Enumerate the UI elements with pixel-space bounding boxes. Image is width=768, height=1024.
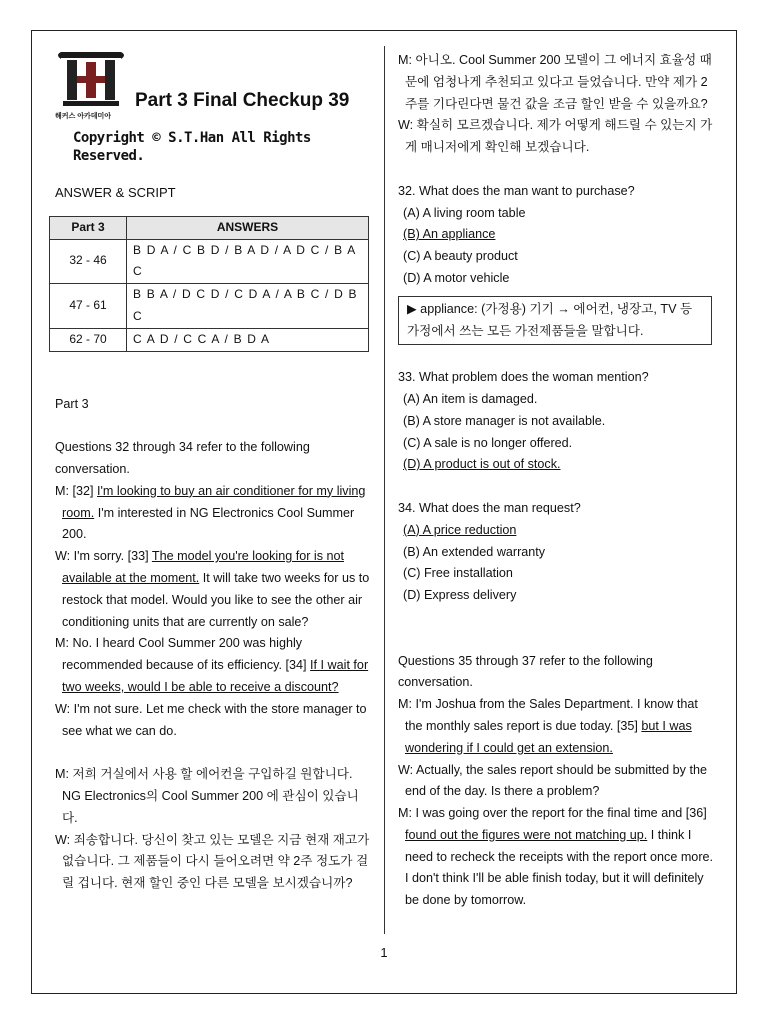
key-phrase: If I wait for two weeks, would I be able to receive a discount? bbox=[62, 658, 369, 694]
right-column bbox=[398, 50, 718, 912]
script-line: M: I was going over the report for the final time and [36] found out the figures were not matching up. I think I need to recheck the receipts with the report once more. I don't think I'll be able finish today, but it will definitely be done by tomorrow. bbox=[398, 806, 714, 908]
question-34: 34. What does the man request? bbox=[398, 500, 581, 515]
option: (A) An item is damaged. bbox=[403, 391, 538, 406]
section-label: ANSWER & SCRIPT bbox=[55, 185, 176, 200]
answer-table bbox=[49, 216, 369, 352]
option: (D) Express delivery bbox=[403, 588, 517, 603]
option: (B) A store manager is not available. bbox=[403, 413, 606, 428]
korean-script-line: W: 확실히 모르겠습니다. 제가 어떻게 해드릴 수 있는지 가게 매니저에게 확인해 보겠습니다. bbox=[398, 118, 713, 155]
range-cell: 47 - 61 bbox=[50, 284, 127, 329]
script-line: M: I'm Joshua from the Sales Department. I know that the monthly sales report is due today. [35] but I was wondering if I could get an extension. bbox=[398, 697, 698, 755]
conversation-2-intro: Questions 35 through 37 refer to the following conversation. bbox=[398, 653, 653, 690]
range-cell: 32 - 46 bbox=[50, 239, 127, 284]
script-line: W: I'm sorry. [33] The model you're looking for is not available at the moment. It will take two weeks for us to restock that model. Would you like to see the other air conditioning units that are currently on sale? bbox=[55, 549, 370, 629]
script-line: M: No. I heard Cool Summer 200 was highly recommended because of its efficiency. [34] If I wait for two weeks, would I be able to receive a discount? bbox=[55, 636, 369, 694]
option: (A) A living room table bbox=[403, 205, 526, 220]
option-correct: (A) A price reduction bbox=[403, 522, 517, 537]
table-row bbox=[50, 284, 369, 329]
copyright: Copyright © S.T.Han All Rights Reserved. bbox=[73, 130, 311, 164]
page-title: Part 3 Final Checkup 39 bbox=[135, 90, 350, 111]
script-line: M: [32] I'm looking to buy an air conditioner for my living room. I'm interested in NG Electronics Cool Summer 200. bbox=[55, 483, 366, 542]
option: (C) A sale is no longer offered. bbox=[403, 435, 573, 450]
korean-script-line: M: 아니오. Cool Summer 200 모델이 그 에너지 효율성 때문에 엄청나게 추천되고 있다고 들었습니다. 만약 제가 2주를 기다린다면 물건 값을 조금 할인 받을 수 있을까요? bbox=[398, 53, 712, 111]
answers-cell: B B A / D C D / C D A / A B C / D B C bbox=[127, 284, 369, 329]
script-line: W: I'm not sure. Let me check with the store manager to see what we can do. bbox=[55, 701, 367, 738]
table-header-answers: ANSWERS bbox=[127, 216, 369, 239]
option: (C) Free installation bbox=[403, 566, 513, 581]
korean-script-line: M: 저희 거실에서 사용 할 에어컨을 구입하길 원합니다. NG Electronics의 Cool Summer 200 에 관심이 있습니다. bbox=[55, 767, 359, 825]
answers-cell: C A D / C C A / B D A bbox=[127, 328, 369, 351]
vocab-note: ▶ appliance: (가정용) 기기 → 에어컨, 냉장고, TV 등 가정에서 쓰는 모든 가전제품들을 말합니다. bbox=[398, 296, 712, 346]
key-phrase: found out the figures were not matching up. bbox=[405, 827, 648, 842]
option-correct: (D) A product is out of stock. bbox=[403, 457, 561, 472]
table-row bbox=[50, 239, 369, 284]
part-label: Part 3 bbox=[55, 396, 89, 411]
left-column bbox=[55, 32, 371, 895]
question-32: 32. What does the man want to purchase? bbox=[398, 183, 635, 198]
question-33: 33. What problem does the woman mention? bbox=[398, 370, 649, 385]
conversation-1-intro: Questions 32 through 34 refer to the following conversation. bbox=[55, 440, 310, 476]
table-row bbox=[50, 328, 369, 351]
page-number: 1 bbox=[380, 945, 388, 960]
option-correct: (B) An appliance bbox=[403, 227, 496, 242]
korean-script-line: W: 죄송합니다. 당신이 찾고 있는 모델은 지금 현재 재고가 없습니다. 그 제품들이 다시 들어오려면 약 2주 정도가 걸릴 겁니다. 현재 할인 중인 다른 모델을 보시겠습니까? bbox=[55, 832, 370, 891]
document-header bbox=[55, 32, 371, 164]
academy-logo bbox=[55, 50, 127, 110]
range-cell: 62 - 70 bbox=[50, 328, 127, 351]
option: (D) A motor vehicle bbox=[403, 270, 510, 285]
script-line: W: Actually, the sales report should be submitted by the end of the day. Is there a problem? bbox=[398, 762, 707, 799]
answers-cell: B D A / C B D / B A D / A D C / B A C bbox=[127, 239, 369, 284]
option: (B) An extended warranty bbox=[403, 544, 546, 559]
key-phrase: but I was wondering if I could get an extension. bbox=[405, 718, 692, 755]
logo-text: 해커스 아카데미아 bbox=[55, 113, 112, 120]
option: (C) A beauty product bbox=[403, 249, 518, 264]
key-phrase: I'm looking to buy an air conditioner for my living room. bbox=[62, 483, 366, 520]
table-header-part: Part 3 bbox=[50, 216, 127, 239]
column-divider bbox=[384, 46, 385, 934]
key-phrase: The model you're looking for is not available at the moment. bbox=[62, 549, 345, 585]
